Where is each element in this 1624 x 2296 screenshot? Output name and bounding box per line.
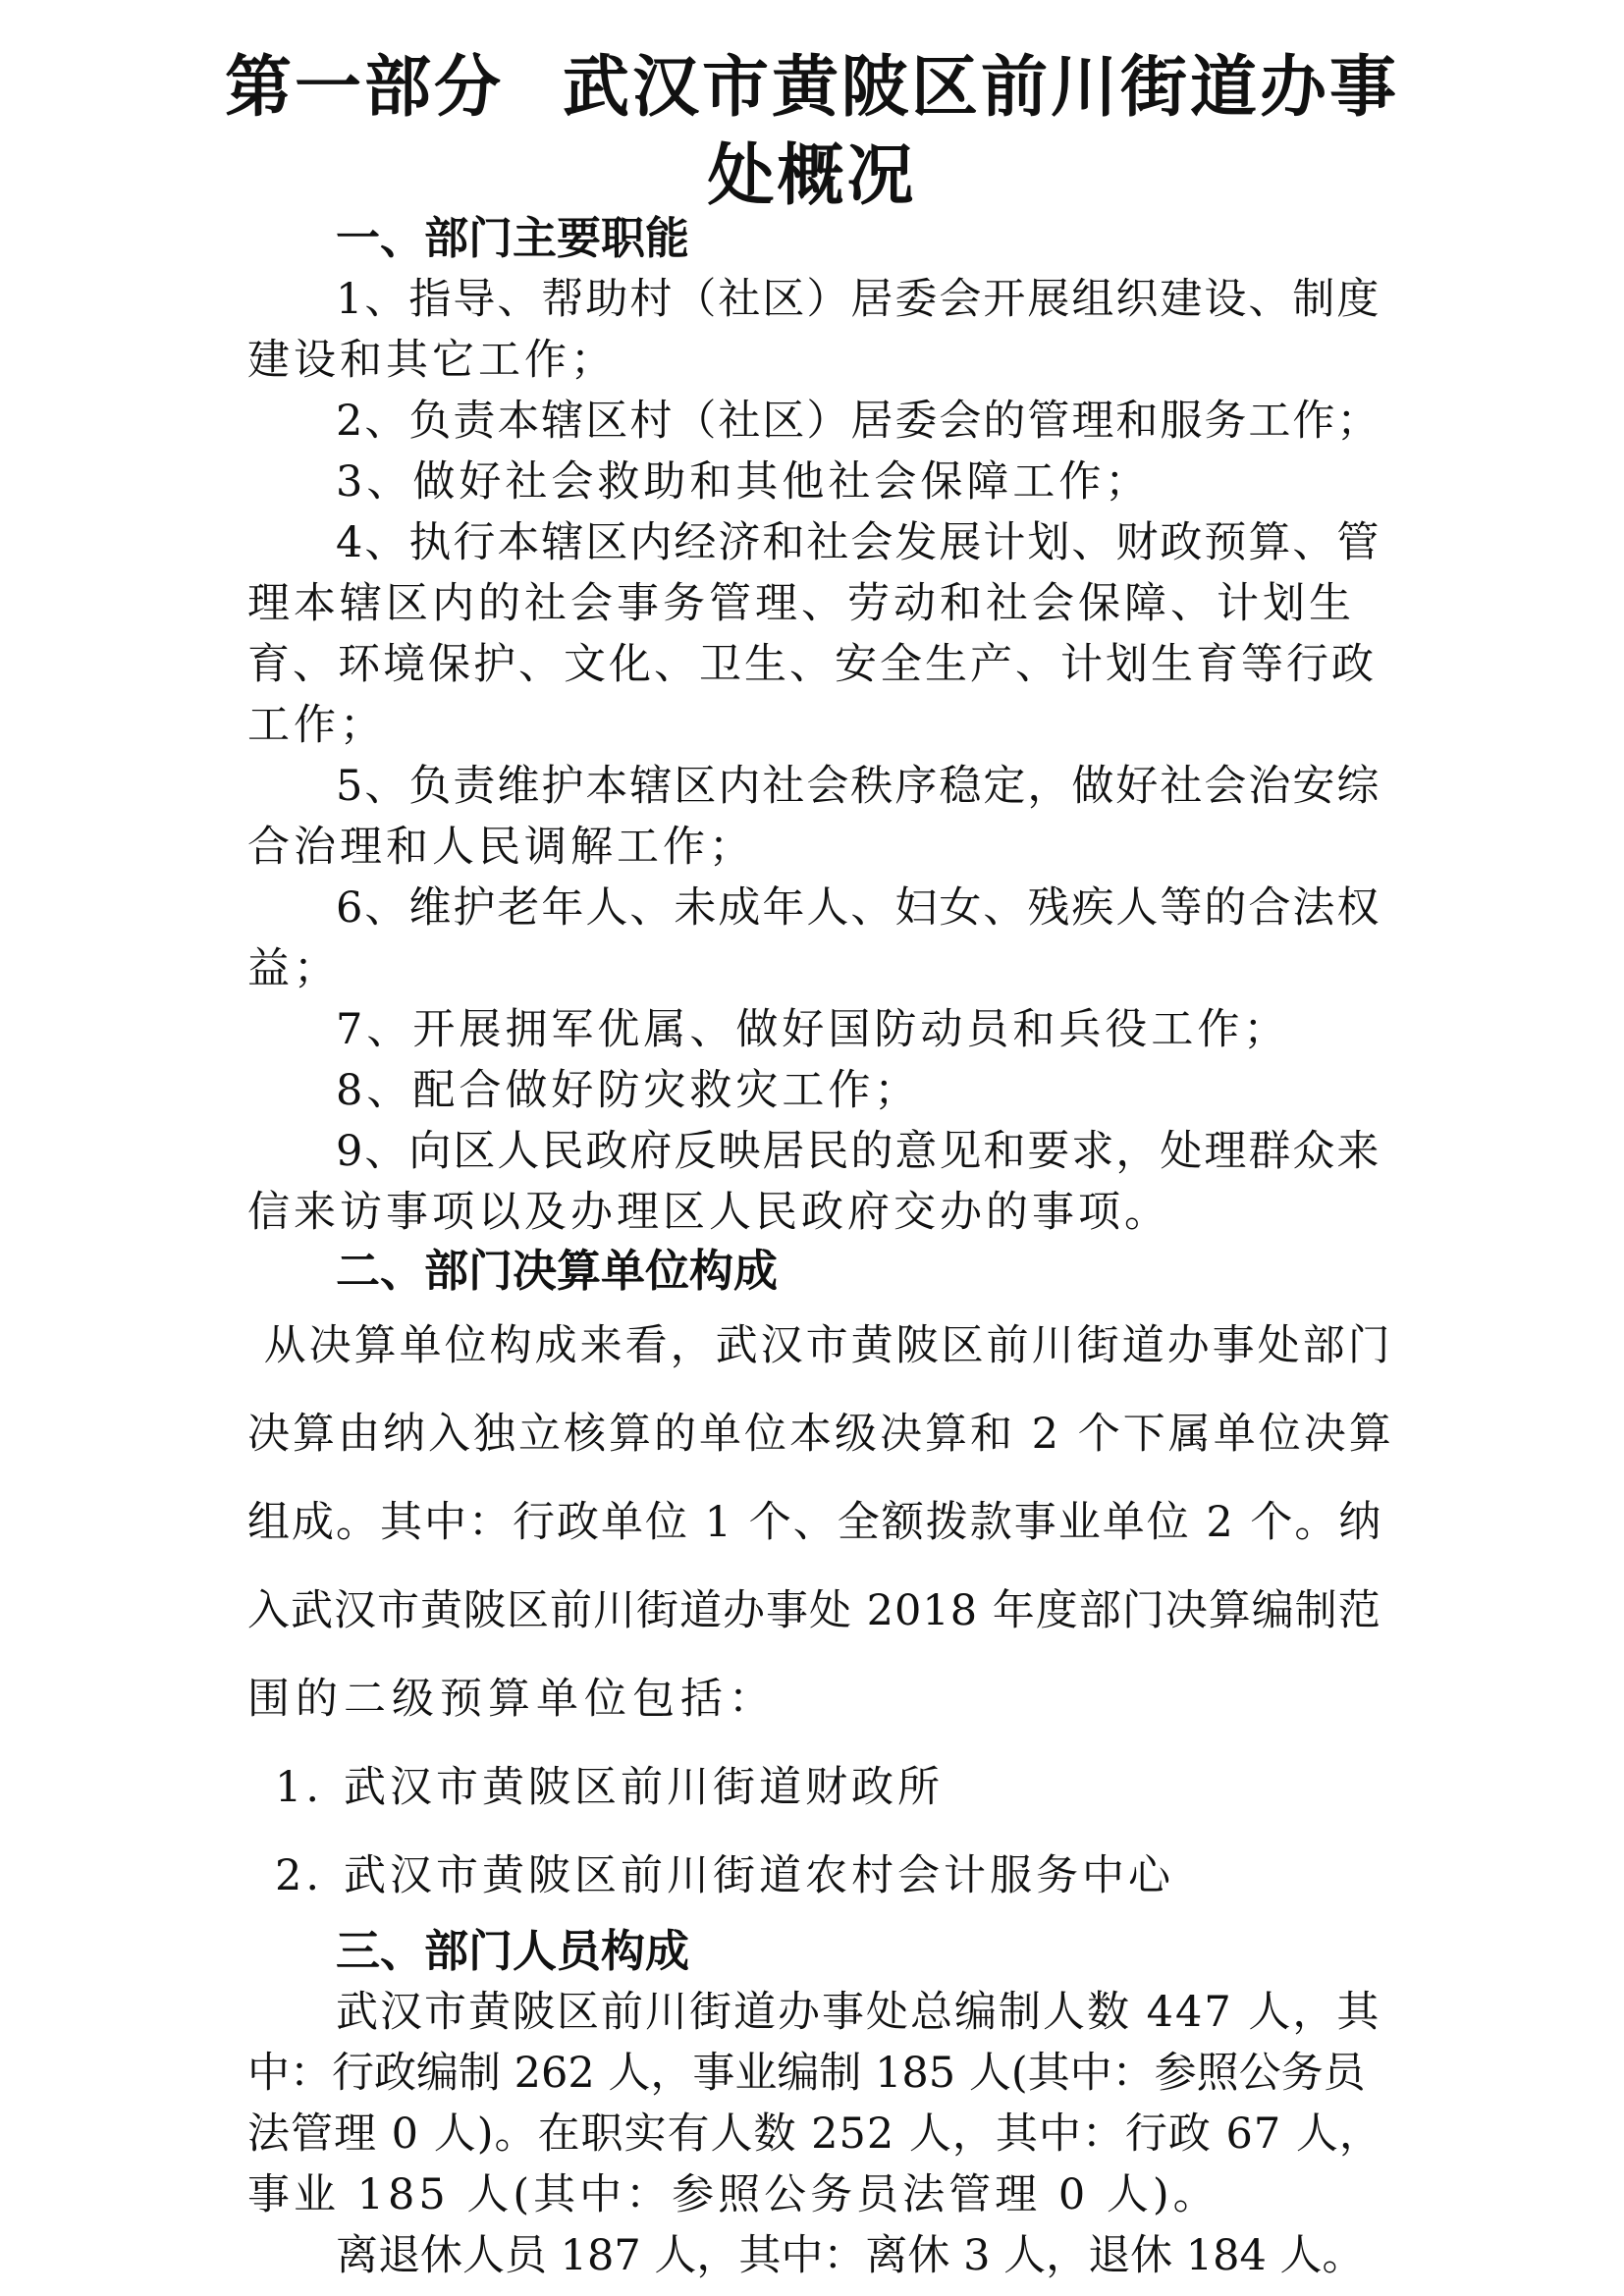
list-item (275, 1760, 944, 1815)
staff-line: 中：行政编制 262 人，事业编制 185 人(其中：参照公务员 (247, 2049, 1366, 2098)
duty-line: 5、负责维护本辖区内社会秩序稳定，做好社会治安综 (336, 762, 1381, 811)
duty-line: 8、配合做好防灾救灾工作； (336, 1066, 921, 1115)
duty-line: 4、执行本辖区内经济和社会发展计划、财政预算、管 (336, 518, 1381, 567)
duty-line: 1、指导、帮助村（社区）居委会开展组织建设、制度 (336, 275, 1381, 324)
duty-line: 2、负责本辖区村（社区）居委会的管理和服务工作； (336, 397, 1381, 446)
list-item-text: 武汉市黄陂区前川街道农村会计服务中心 (344, 1851, 1174, 1900)
duty-line: 育、环境保护、文化、卫生、安全生产、计划生育等行政 (247, 640, 1377, 689)
duty-line: 7、开展拥军优属、做好国防动员和兵役工作； (336, 1005, 1290, 1054)
duty-line: 信来访事项以及办理区人民政府交办的事项。 (247, 1188, 1170, 1237)
title-org-name: 武汉市黄陂区前川街道办事 (563, 49, 1400, 127)
section-2-heading: 二、部门决算单位构成 (336, 1245, 779, 1297)
duty-line: 工作； (247, 701, 386, 750)
duty-line: 建设和其它工作； (247, 336, 617, 385)
list-item-number: 1. (275, 1763, 324, 1812)
staff-line: 事业 185 人(其中：参照公务员法管理 0 人)。 (247, 2170, 1219, 2219)
list-item-number: 2. (275, 1851, 324, 1900)
composition-line: 决算由纳入独立核算的单位本级决算和 2 个下属单位决算 (247, 1410, 1394, 1459)
list-item (275, 1848, 1174, 1903)
duty-line: 益； (247, 944, 340, 993)
duty-line: 合治理和人民调解工作； (247, 823, 755, 872)
composition-line: 入武汉市黄陂区前川街道办事处 2018 年度部门决算编制范 (247, 1586, 1381, 1635)
composition-line: 围的二级预算单位包括： (247, 1675, 777, 1724)
staff-line: 离退休人员 187 人，其中：离休 3 人，退休 184 人。 (336, 2231, 1365, 2280)
composition-line: 组成。其中：行政单位 1 个、全额拨款事业单位 2 个。纳 (247, 1498, 1383, 1547)
page-title-line-1 (0, 49, 1624, 128)
duty-line: 9、向区人民政府反映居民的意见和要求，处理群众来 (336, 1127, 1381, 1176)
title-part-label: 第一部分 (224, 49, 504, 127)
duty-line: 理本辖区内的社会事务管理、劳动和社会保障、计划生 (247, 579, 1355, 628)
page-title-line-2: 处概况 (707, 137, 917, 215)
section-1-heading: 一、部门主要职能 (336, 212, 690, 264)
composition-line: 从决算单位构成来看，武汉市黄陂区前川街道办事处部门 (247, 1321, 1393, 1370)
staff-line: 法管理 0 人)。在职实有人数 252 人，其中：行政 67 人， (247, 2109, 1382, 2159)
list-item-text: 武汉市黄陂区前川街道财政所 (344, 1763, 944, 1812)
section-3-heading: 三、部门人员构成 (336, 1925, 690, 1977)
staff-line: 武汉市黄陂区前川街道办事处总编制人数 447 人，其 (336, 1988, 1381, 2037)
duty-line: 3、做好社会救助和其他社会保障工作； (336, 457, 1152, 507)
duty-line: 6、维护老年人、未成年人、妇女、残疾人等的合法权 (336, 883, 1381, 933)
